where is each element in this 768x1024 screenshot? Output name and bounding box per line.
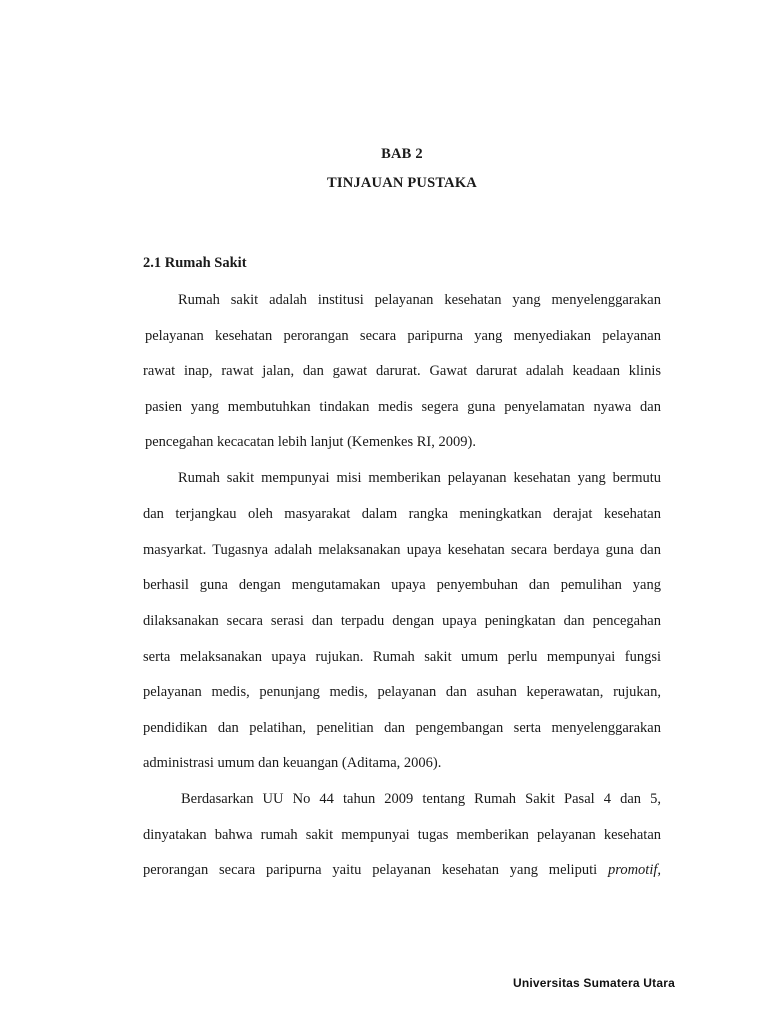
paragraph-line: rawat inap, rawat jalan, dan gawat darurat. Gawat darurat adalah keadaan klinis [143,363,661,379]
paragraph-line: Rumah sakit mempunyai misi memberikan pelayanan kesehatan yang bermutu [178,470,661,486]
italic-term: promotif, [607,862,662,878]
paragraph-line: pasien yang membutuhkan tindakan medis segera guna penyelamatan nyawa dan [145,399,661,415]
paragraph-line-text: perorangan secara paripurna yaitu pelayanan kesehatan yang meliputi [143,862,598,878]
paragraph-line: pelayanan medis, penunjang medis, pelayanan dan asuhan keperawatan, rujukan, [143,684,661,700]
footer-university: Universitas Sumatera Utara [513,976,675,990]
section-heading: 2.1 Rumah Sakit [143,255,247,271]
paragraph-line: dilaksanakan secara serasi dan terpadu dengan upaya peningkatan dan pencegahan [143,613,661,629]
paragraph-line: dinyatakan bahwa rumah sakit mempunyai tugas memberikan pelayanan kesehatan [143,827,661,843]
paragraph-line: dan terjangkau oleh masyarakat dalam rangka meningkatkan derajat kesehatan [143,506,661,522]
paragraph-line-last [143,861,661,879]
chapter-title: TINJAUAN PUSTAKA [327,175,477,191]
chapter-number: BAB 2 [381,146,423,162]
paragraph-line: pelayanan kesehatan perorangan secara paripurna yang menyediakan pelayanan [145,328,661,344]
paragraph-line: pencegahan kecacatan lebih lanjut (Kemenkes RI, 2009). [145,434,476,450]
paragraph-line: Berdasarkan UU No 44 tahun 2009 tentang Rumah Sakit Pasal 4 dan 5, [181,791,661,807]
paragraph-line: Rumah sakit adalah institusi pelayanan kesehatan yang menyelenggarakan [178,292,661,308]
paragraph-line: berhasil guna dengan mengutamakan upaya penyembuhan dan pemulihan yang [143,577,661,593]
paragraph-line: serta melaksanakan upaya rujukan. Rumah sakit umum perlu mempunyai fungsi [143,649,661,665]
paragraph-line: administrasi umum dan keuangan (Aditama, 2006). [143,755,442,771]
paragraph-line: pendidikan dan pelatihan, penelitian dan pengembangan serta menyelenggarakan [143,720,661,736]
paragraph-line: masyarkat. Tugasnya adalah melaksanakan upaya kesehatan secara berdaya guna dan [143,542,661,558]
